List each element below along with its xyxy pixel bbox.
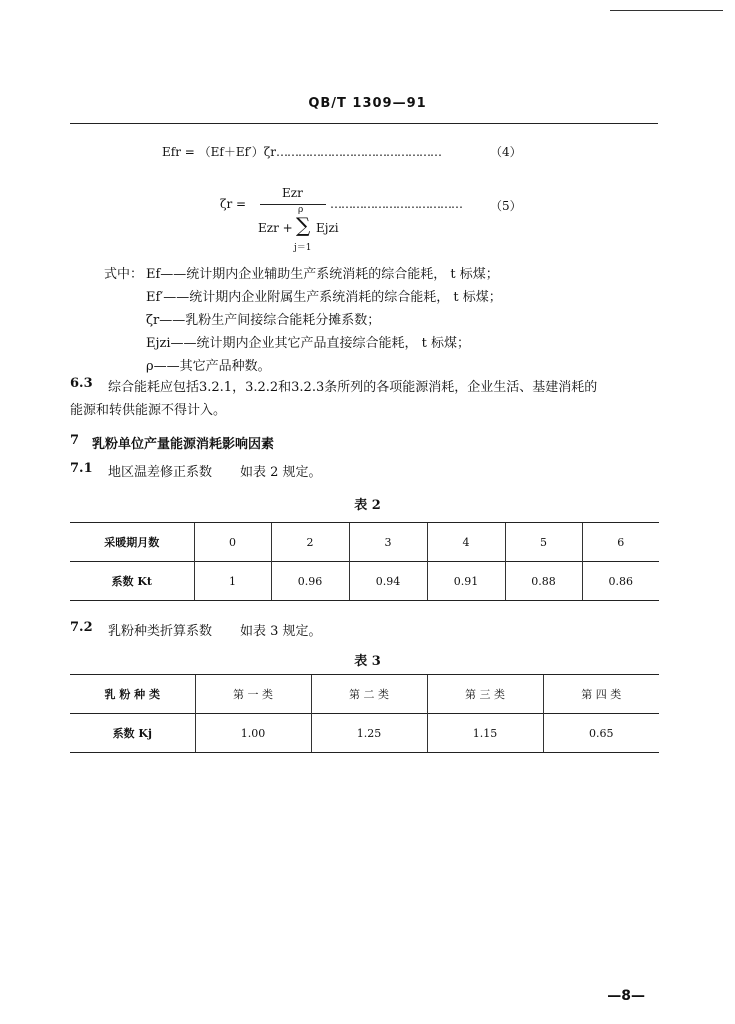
table-3-header-cell: 第 三 类: [427, 675, 543, 714]
section-6-3-line-1: 综合能耗应包括3.2.1，3.2.2和3.2.3条所列的各项能源消耗，企业生活、基建消耗的: [108, 380, 598, 395]
section-7-1-reference: 如表 2 规定。: [240, 465, 322, 480]
table-3-row-label: 系数 Kj: [70, 714, 195, 753]
table-3-value-cell: 0.65: [543, 714, 659, 753]
table-2-value-cell: 0.86: [582, 562, 659, 601]
table-2-value-cell: 0.91: [427, 562, 505, 601]
equation-5-sum-upper-limit: ρ: [298, 205, 304, 215]
table-3-value-cell: 1.15: [427, 714, 543, 753]
table-2-header-cell: 6: [582, 523, 659, 562]
table-2: [70, 522, 659, 601]
definitions-lead: 式中：: [104, 267, 144, 282]
header-rule: [70, 123, 658, 124]
definition-rho: ρ——其它产品种数。: [146, 359, 271, 374]
equation-4-leader-dots: ………………………………………: [276, 145, 441, 159]
section-7-2-title: 乳粉种类折算系数: [108, 624, 213, 639]
table-2-header-label: 采暖期月数: [70, 523, 194, 562]
table-2-value-row: [70, 562, 659, 601]
table-2-value-cell: 0.96: [271, 562, 349, 601]
table-3-header-cell: 第 四 类: [543, 675, 659, 714]
section-7-1-number: 7.1: [70, 461, 93, 476]
table-3-caption: 表 3: [354, 654, 381, 669]
table-3-header-cell: 第 二 类: [311, 675, 427, 714]
table-2-caption: 表 2: [354, 498, 381, 513]
definition-ejzi: Ejzi——统计期内企业其它产品直接综合能耗， t 标煤；: [146, 336, 471, 351]
table-2-row-label: 系数 Kt: [70, 562, 194, 601]
section-6-3-number: 6.3: [70, 376, 93, 391]
table-2-header-cell: 0: [194, 523, 271, 562]
section-7-2-reference: 如表 3 规定。: [240, 624, 322, 639]
table-2-value-cell: 1: [194, 562, 271, 601]
equation-5-fraction-bar: [260, 204, 326, 205]
table-3-value-row: [70, 714, 659, 753]
equation-4-number: （4）: [490, 145, 522, 159]
table-2-header-cell: 2: [271, 523, 349, 562]
section-7-1-title: 地区温差修正系数: [108, 465, 213, 480]
equation-5-lhs: ζr =: [220, 197, 247, 211]
table-2-header-cell: 3: [349, 523, 427, 562]
page-number: —8—: [607, 988, 645, 1004]
table-3: [70, 674, 659, 753]
equation-5-numerator: Ezr: [282, 186, 303, 200]
standard-header: QB/T 1309—91: [308, 96, 427, 111]
equation-4-formula: Efr = （Ef＋Ef′）ζr: [162, 145, 276, 159]
table-2-value-cell: 0.94: [349, 562, 427, 601]
table-2-header-row: [70, 523, 659, 562]
equation-5-number: （5）: [490, 199, 522, 213]
equation-5-sum-symbol: ∑: [296, 213, 311, 237]
table-3-header-cell: 第 一 类: [195, 675, 311, 714]
equation-5-sum-term: Ejzi: [316, 221, 339, 235]
section-6-3-line-2: 能源和转供能源不得计入。: [70, 403, 227, 418]
section-7-number: 7: [70, 433, 80, 448]
definition-ef-prime: Ef′——统计期内企业附属生产系统消耗的综合能耗， t 标煤；: [146, 290, 502, 305]
table-2-header-cell: 5: [505, 523, 582, 562]
definition-ef: Ef——统计期内企业辅助生产系统消耗的综合能耗， t 标煤；: [146, 267, 499, 282]
table-3-value-cell: 1.00: [195, 714, 311, 753]
section-7-title: 乳粉单位产量能源消耗影响因素: [92, 437, 275, 452]
top-edge-rule: [610, 10, 723, 11]
table-3-value-cell: 1.25: [311, 714, 427, 753]
section-7-2-number: 7.2: [70, 620, 93, 635]
definition-zeta-r: ζr——乳粉生产间接综合能耗分摊系数；: [146, 313, 381, 328]
equation-5-denominator-lead: Ezr +: [258, 221, 293, 235]
table-2-header-cell: 4: [427, 523, 505, 562]
equation-5-sum-lower-limit: j＝1: [294, 243, 312, 253]
table-2-value-cell: 0.88: [505, 562, 582, 601]
equation-5-leader-dots: ………………………………: [330, 197, 462, 211]
table-3-header-row: [70, 675, 659, 714]
table-3-header-label: 乳 粉 种 类: [70, 675, 195, 714]
equation-4: [162, 143, 441, 160]
